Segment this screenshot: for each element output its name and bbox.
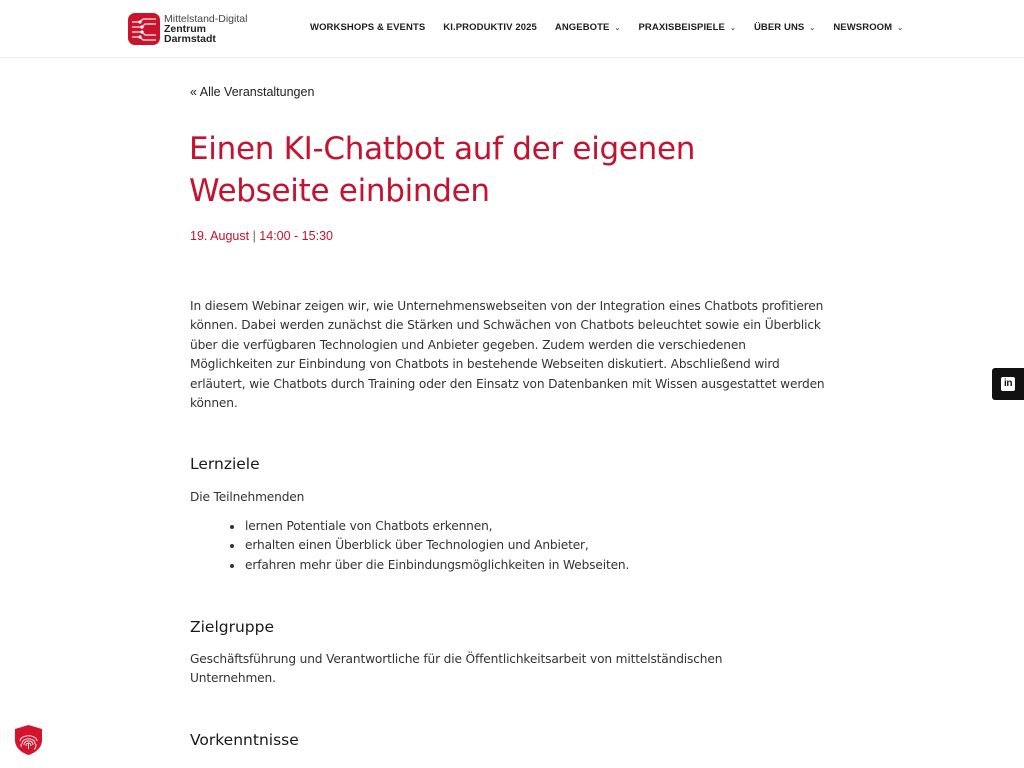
nav-item-praxisbeispiele[interactable]	[638, 22, 735, 33]
nav-item-label: KI.PRODUKTIV 2025	[443, 22, 537, 33]
nav-item-ueber-uns[interactable]	[754, 22, 815, 33]
event-description: In diesem Webinar zeigen wir, wie Unternehmenswebseiten von der Integration eines Chatbots profitieren können. Dabei werden zunächst die Stärken und Schwächen von Chatbots beleuchtet sowie ein Überblick über die verfügbaren Technologien und Anbieter gegeben. Zudem werden die verschiedenen Möglichkeiten zur Einbindung von Chatbots in bestehende Webseiten diskutiert. Abschließend wird erläutert, wie Chatbots durch Training oder den Einsatz von Datenbanken mit Wissen ausgestattet werden können.	[190, 299, 825, 411]
linkedin-share-button[interactable]	[992, 368, 1024, 400]
fingerprint-shield-icon[interactable]	[13, 724, 44, 756]
lernziele-lead: Die Teilnehmenden	[190, 490, 305, 504]
date-separator: |	[252, 229, 256, 243]
linkedin-icon: in	[1001, 377, 1015, 391]
chevron-down-icon: ⌄	[729, 24, 736, 32]
event-date: 19. August	[190, 229, 250, 243]
nav-item-label: ÜBER UNS	[753, 22, 805, 33]
chevron-down-icon: ⌄	[809, 24, 816, 32]
list-item: erhalten einen Überblick über Technologien und Anbieter,	[228, 536, 629, 555]
chevron-down-icon: ⌄	[897, 24, 904, 32]
logo-text-line1: Mittelstand-Digital	[164, 13, 248, 25]
back-to-events-link[interactable]: « Alle Veranstaltungen	[190, 85, 315, 99]
list-item: lernen Potentiale von Chatbots erkennen,	[228, 517, 629, 536]
zielgruppe-text: Geschäftsführung und Verantwortliche für die Öffentlichkeitsarbeit von mittelständischen Unternehmen.	[190, 652, 723, 686]
nav-item-newsroom[interactable]	[833, 22, 903, 33]
section-heading-zielgruppe: Zielgruppe	[190, 618, 275, 636]
event-time: 14:00 - 15:30	[259, 229, 333, 243]
event-title: Einen KI-Chatbot auf der eigenen Webseite einbinden	[189, 131, 696, 209]
nav-item-workshops-events[interactable]	[310, 22, 425, 33]
main-nav	[310, 22, 921, 33]
site-logo[interactable]	[128, 13, 247, 45]
chevron-down-icon: ⌄	[614, 24, 621, 32]
section-heading-lernziele: Lernziele	[190, 455, 260, 473]
logo-circuit-icon	[128, 13, 160, 45]
list-item: erfahren mehr über die Einbindungsmöglichkeiten in Webseiten.	[228, 556, 629, 575]
section-heading-vorkenntnisse: Vorkenntnisse	[190, 731, 299, 749]
nav-item-label: ANGEBOTE	[554, 22, 610, 33]
logo-text-line3: Darmstadt	[164, 33, 216, 45]
nav-item-label: WORKSHOPS & EVENTS	[310, 22, 426, 33]
logo-text-line2: Zentrum	[164, 23, 206, 35]
nav-item-angebote[interactable]	[555, 22, 621, 33]
nav-item-label: PRAXISBEISPIELE	[638, 22, 725, 33]
site-header	[0, 0, 1024, 58]
lernziele-list	[228, 517, 629, 575]
event-datetime	[190, 229, 333, 243]
nav-item-label: NEWSROOM	[833, 22, 893, 33]
nav-item-ki-produktiv[interactable]	[443, 22, 537, 33]
